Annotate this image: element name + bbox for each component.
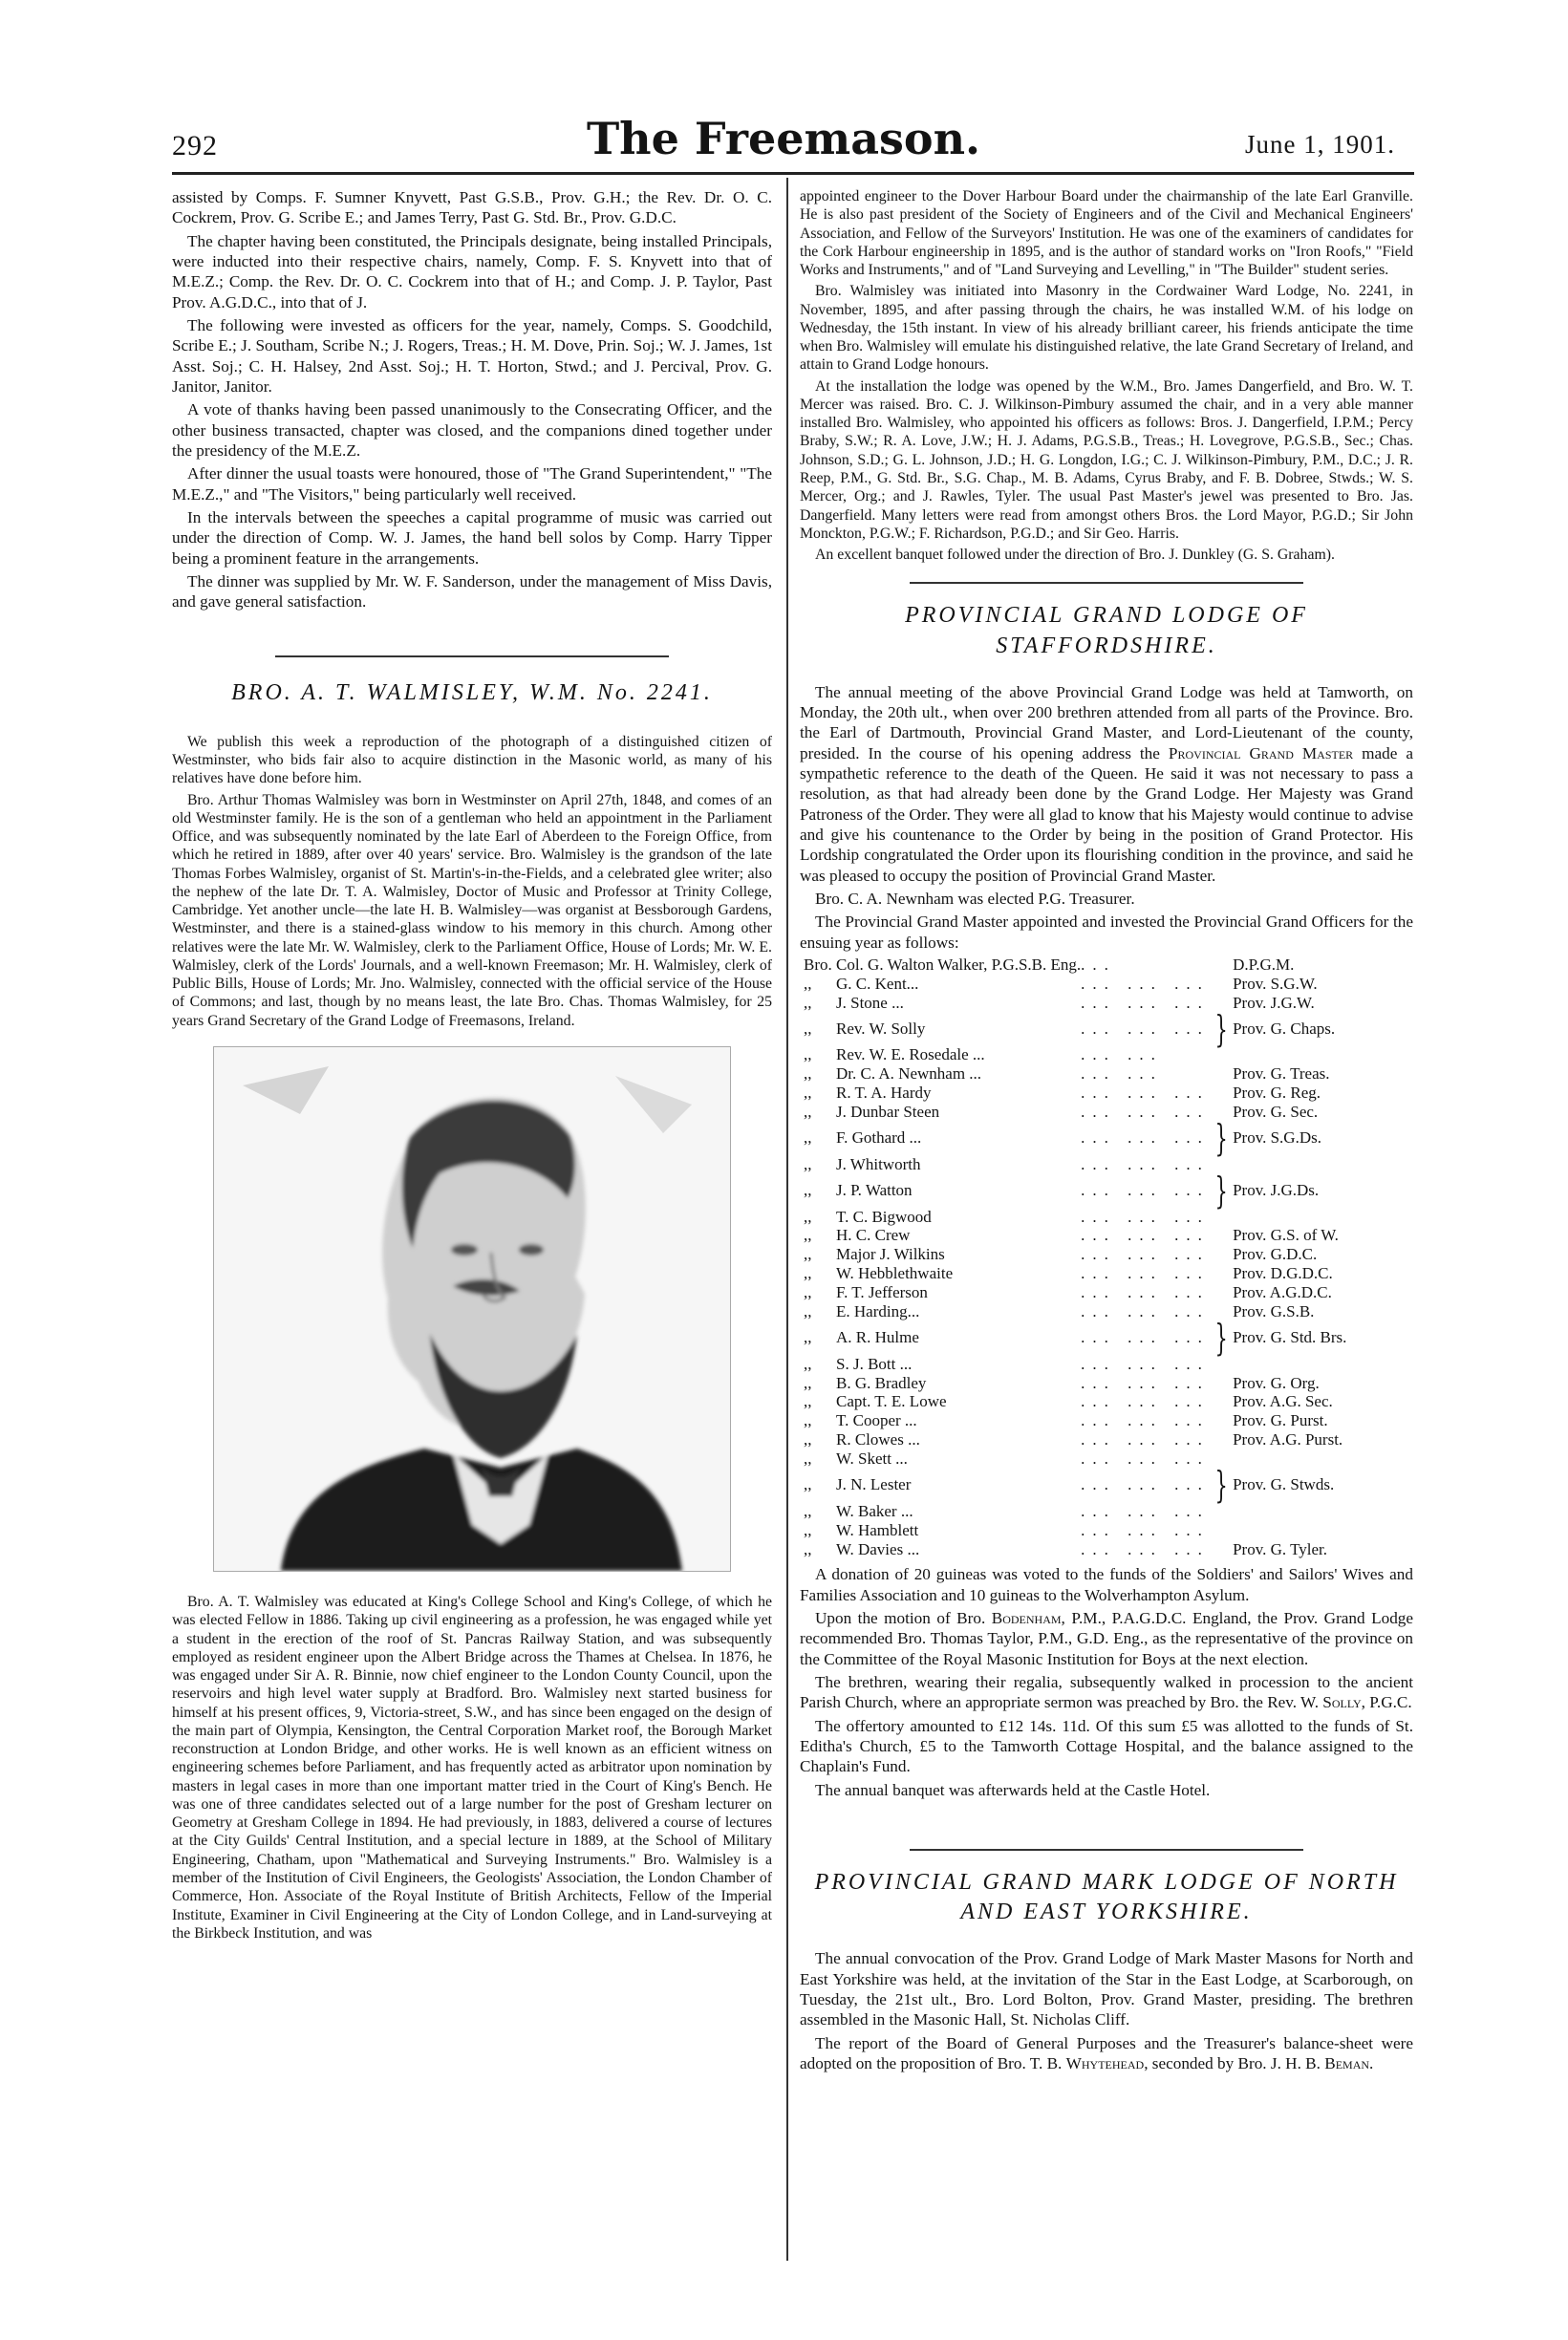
officer-prefix: ,, — [804, 1045, 812, 1064]
officer-row — [804, 1064, 1381, 1084]
bio-continued-paragraph: An excellent banquet followed under the direction of Bro. J. Dunkley (G. S. Graham). — [815, 547, 1335, 564]
officer-prefix: ,, — [804, 974, 812, 993]
header-rule — [172, 172, 1414, 175]
officer-name: B. G. Bradley — [836, 1373, 927, 1392]
officer-office: Prov. S.G.Ds. — [1233, 1128, 1321, 1148]
brace-glyph — [1210, 1245, 1233, 1264]
leader-dots: ... ... ... — [1081, 1411, 1210, 1430]
officer-office: Prov. G.S. of W. — [1233, 1226, 1339, 1245]
bio-paragraph: We publish this week a reproduction of the photograph of a distinguished citizen of Westminster, who bids fair also to acquire distinction in the Masonic world, as many of his relatives have done before him. — [172, 733, 772, 787]
officer-row — [804, 1540, 1381, 1559]
officer-office — [1233, 1355, 1381, 1374]
leader-dots: ... ... — [1081, 1064, 1163, 1084]
officer-row — [804, 1245, 1381, 1264]
officer-name: T. Cooper ... — [836, 1411, 917, 1430]
brace-glyph: } — [1214, 1463, 1228, 1506]
brace-glyph: } — [1214, 1007, 1228, 1050]
officer-row — [804, 1013, 1381, 1046]
officer-name: J. Whitworth — [836, 1154, 921, 1173]
officer-name: F. Gothard ... — [836, 1128, 922, 1148]
officer-row — [804, 1449, 1381, 1469]
officer-office: Prov. J.G.Ds. — [1233, 1181, 1320, 1200]
officer-name: R. Clowes ... — [836, 1430, 920, 1449]
officer-name: W. Hamblett — [836, 1520, 919, 1539]
officer-office: Prov. G. Purst. — [1233, 1411, 1328, 1430]
brace-glyph — [1210, 1264, 1233, 1283]
officer-name: E. Harding... — [836, 1301, 920, 1320]
officer-prefix: ,, — [804, 1226, 812, 1245]
mark-lodge-paragraph: The report of the Board of General Purposes and the Treasurer's balance-sheet were adopted on the proposition of Bro. T. B. Whytehead, seconded by Bro. J. H. B. Beman. — [800, 2033, 1413, 2073]
staffordshire-paragraph: A donation of 20 guineas was voted to the funds of the Soldiers' and Sailors' Wives and Families Association and 10 guineas to the Wolverhampton Asylum. — [800, 1565, 1413, 1604]
officer-prefix: ,, — [804, 993, 812, 1012]
officer-office — [1233, 1155, 1381, 1174]
bio-continued-paragraph: At the installation the lodge was opened by the W.M., Bro. James Dangerfield, and Bro. W. T. Mercer was raised. Bro. C. J. Wilkinson-Pimbury assumed the chair, and in a very able manner installed Bro. Walmisley, who appointed his officers as follows: Bros. J. Dangerfield, I.P.M.; Percy Braby, S.W.; R. A. Love, J.W.; H. J. Adams, P.G.S.B., Treas.; H. Lovegrove, P.G.S.B., Sec.; Chas. Johnson, S.D.; G. L. Johnson, J.D.; H. G. Longdon, I.G.; C. J. Wilkinson-Pimbury, P.M., D.C.; J. R. Reep, P.M., G. Std. Br., S.G. Chap., M. B. Adams, Cyrus Braby, and F. B. Dobree, Stwds.; W. S. Mercer, Org.; and J. Rawles, Tyler. The usual Past Master's jewel was presented to Bro. Jas. Dangerfield. Many letters were read from amongst others Bros. the Lord Mayor, P.G.D.; Sir John Monckton, P.G.W.; F. Richardson, P.G.D.; and Sir Geo. Harris. — [800, 377, 1413, 542]
officer-row — [804, 975, 1381, 994]
officer-office: Prov. G. Reg. — [1233, 1084, 1321, 1103]
officer-office: Prov. A.G. Purst. — [1233, 1430, 1343, 1449]
officer-row — [804, 1084, 1381, 1103]
staffordshire-paragraph: The brethren, wearing their regalia, subsequently walked in procession to the ancient Parish Church, where an appropriate sermon was preached by Bro. the Rev. W. Solly, P.G.C. — [800, 1673, 1413, 1712]
staffordshire-paragraph: The annual banquet was afterwards held at the Castle Hotel. — [815, 1780, 1211, 1799]
article-heading-staffordshire: PROVINCIAL GRAND LODGE OF STAFFORDSHIRE. — [905, 603, 1308, 658]
portrait-photograph — [213, 1046, 731, 1572]
officer-office: Prov. G. Treas. — [1233, 1064, 1330, 1084]
leader-dots: ... ... ... — [1081, 993, 1210, 1012]
brace-glyph — [1210, 1411, 1233, 1430]
officer-row — [804, 1392, 1381, 1411]
officer-row — [804, 1411, 1381, 1430]
officers-table — [804, 955, 1381, 1559]
officer-prefix: ,, — [804, 1328, 812, 1347]
brace-glyph — [1210, 1084, 1233, 1103]
officer-office: Prov. G.S.B. — [1233, 1301, 1315, 1320]
leader-dots: ... ... ... — [1081, 1392, 1210, 1411]
officer-name: A. R. Hulme — [836, 1328, 919, 1347]
officer-row — [804, 955, 1381, 975]
column-divider — [786, 178, 788, 2261]
bio-paragraph: Bro. Arthur Thomas Walmisley was born in Westminster on April 27th, 1848, and comes of an old Westminster family. He is the son of a gentleman who held an appointment in the Parliament Office, and was subsequently nominated by the late Earl of Aberdeen to the Foreign Office, from which he retired in 1889, after over 40 years' service. Bro. Walmisley is the grandson of the late Thomas Forbes Walmisley, organist of St. Martin's-in-the-Fields, and a celebrated glee writer; also the nephew of the late Dr. T. A. Walmisley, Doctor of Music and Professor at Trinity College, Cambridge. Yet another uncle—the late H. B. Walmisley—was organist at Bessborough Gardens, Westminster, and there is a stained-glass window to his memory in this church. Among other relatives were the late Mr. W. Walmisley, clerk to the Parliament Office, House of Lords; Mr. W. E. Walmisley, clerk of the Lords' Journals, and a well-known Freemason; Mr. H. Walmisley, clerk of Public Bills, House of Lords; Mr. Jno. Walmisley, connected with the official service of the House of Commons; and last, though by no means least, the late Bro. Chas. Thomas Walmisley, for 25 years Grand Secretary of the Grand Lodge of Freemasons, Ireland. — [172, 791, 772, 1029]
brace-glyph — [1210, 1374, 1233, 1393]
leader-dots: ... ... ... — [1081, 1539, 1210, 1558]
officer-office: Prov. D.G.D.C. — [1233, 1264, 1333, 1283]
officer-office: Prov. S.G.W. — [1233, 974, 1318, 993]
brace-glyph — [1210, 1392, 1233, 1411]
officer-row — [804, 1430, 1381, 1449]
officer-prefix: ,, — [804, 1283, 812, 1302]
left-column — [172, 187, 772, 1945]
officer-prefix: ,, — [804, 1520, 812, 1539]
chapter-paragraph: The chapter having been constituted, the Principals designate, being installed Principals, were inducted into their respective chairs, namely, Comp. F. S. Knyvett into that of M.E.Z.; Comp. the Rev. Dr. O. C. Cockrem into that of H.; and Comp. J. P. Taylor, Past Prov. A.G.D.C., into that of J. — [172, 231, 772, 311]
brace-glyph: } — [1214, 1169, 1228, 1212]
bio-paragraph: Bro. A. T. Walmisley was educated at King's College School and King's College, of which he was elected Fellow in 1886. Taking up civil engineering as a profession, he was engaged while yet a student in the erection of the roof of St. Pancras Railway Station, and was subsequently employed as resident engineer upon the Albert Bridge across the Thames at Chelsea. In 1876, he was engaged under Sir A. R. Binnie, now chief engineer to the London County Council, upon the reservoirs and high level water supply at Bradford. Bro. Walmisley next started business for himself at his present offices, 9, Victoria-street, S.W., and has since been engaged on the design of the main part of Olympia, Kensington, the Central Corporation Market roof, the Borough Market reconstruction at London Bridge, and other works. He is well known as an efficient witness on engineering schemes before Parliament, and has frequently acted as arbitrator upon nomination by masters in legal cases in more than one important matter tried in the Court of King's Bench. He was one of three candidates selected out of a large number for the post of Gresham lecturer on Geometry at Gresham College in 1894. He had previously, in 1883, delivered a course of lectures at the City Guilds' Central Institution, and a special lecture in 1889, at the School of Military Engineering, Chatham, upon "Mathematical and Surveying Instruments." Bro. Walmisley is a member of the Institution of Civil Engineers, the Geologists' Association, the London Chamber of Commerce, Hon. Associate of the Royal Institute of British Architects, Fellow of the Imperial Institute, Examiner in Civil Engineering at the City of London College, and in Land-surveying at the Birkbeck Institution, and was — [172, 1594, 772, 1942]
officer-office — [1233, 1208, 1381, 1227]
brace-glyph — [1210, 975, 1233, 994]
officer-name: R. T. A. Hardy — [836, 1084, 932, 1103]
officer-office: D.P.G.M. — [1233, 955, 1295, 974]
officer-name: W. Hebblethwaite — [836, 1264, 954, 1283]
brace-glyph — [1210, 1430, 1233, 1449]
right-column — [800, 187, 1413, 2076]
officer-row — [804, 1174, 1381, 1208]
brace-glyph: } — [1214, 1316, 1228, 1359]
officer-name: W. Davies ... — [836, 1539, 920, 1558]
article-heading-walmisley: BRO. A. T. WALMISLEY, W.M. No. 2241. — [231, 679, 713, 705]
officer-prefix: ,, — [804, 1084, 812, 1103]
leader-dots: ... ... ... — [1081, 1354, 1210, 1373]
officer-prefix: ,, — [804, 1392, 812, 1411]
officer-prefix: ,, — [804, 1245, 812, 1264]
officer-name: J. Stone ... — [836, 993, 904, 1012]
mark-lodge-paragraph: The annual convocation of the Prov. Grand Lodge of Mark Master Masons for North and East Yorkshire was held, at the invitation of the Star in the East Lodge, at Scarborough, on Tuesday, the 21st ult., Bro. Lord Bolton, Prov. Grand Master, presiding. The brethren assembled in the Masonic Hall, St. Nicholas Cliff. — [800, 1949, 1413, 2029]
bio-continued-paragraph: Bro. Walmisley was initiated into Masonry in the Cordwainer Ward Lodge, No. 2241, in November, 1895, and after passing through the chairs, he was installed W.M. of his lodge on Wednesday, the 15th instant. In view of his already brilliant career, his friends anticipate the time when Bro. Walmisley will emulate his distinguished relative, the late Grand Secretary of Ireland, and attain to Grand Lodge honours. — [800, 283, 1413, 374]
officer-name: S. J. Bott ... — [836, 1354, 913, 1373]
officer-prefix: ,, — [804, 1128, 812, 1148]
officer-office — [1233, 1502, 1381, 1521]
leader-dots: ... ... ... — [1081, 1245, 1210, 1264]
leader-dots: ... ... ... — [1081, 1226, 1210, 1245]
officer-prefix: ,, — [804, 1103, 812, 1122]
leader-dots: ... ... ... — [1081, 1283, 1210, 1302]
leader-dots: ... ... ... — [1081, 1520, 1210, 1539]
brace-glyph — [1210, 1540, 1233, 1559]
chapter-paragraph: The following were invested as officers for the year, namely, Comps. S. Goodchild, Scribe E.; J. Southam, Scribe N.; J. Rogers, Treas.; H. M. Dove, Prin. Soj.; W. J. James, 1st Asst. Soj.; C. H. Halsey, 2nd Asst. Soj.; H. T. Horton, Stwd.; and J. Percival, Prov. G. Janitor, Janitor. — [172, 315, 772, 396]
leader-dots: ... ... ... — [1081, 1373, 1210, 1392]
officer-name: Rev. W. Solly — [836, 1020, 926, 1039]
brace-glyph — [1210, 1521, 1233, 1540]
officer-row — [804, 994, 1381, 1013]
officer-prefix: Bro. — [804, 955, 832, 974]
leader-dots: ... ... ... — [1081, 974, 1210, 993]
officer-prefix: ,, — [804, 1301, 812, 1320]
issue-date: June 1, 1901. — [1245, 130, 1395, 159]
leader-dots: ... ... ... — [1081, 1128, 1210, 1148]
brace-glyph — [1210, 1226, 1233, 1245]
officer-prefix: ,, — [804, 1064, 812, 1084]
officer-office: Prov. A.G.D.C. — [1233, 1283, 1332, 1302]
officer-name: H. C. Crew — [836, 1226, 911, 1245]
officer-prefix: ,, — [804, 1354, 812, 1373]
officer-prefix: ,, — [804, 1430, 812, 1449]
leader-dots: ... ... ... — [1081, 1207, 1210, 1226]
staffordshire-paragraph: Upon the motion of Bro. Bodenham, P.M., P.A.G.D.C. England, the Prov. Grand Lodge recommended Bro. Thomas Taylor, P.M., G.D. Eng., as the representative of the province on the Committee of the Royal Masonic Institution for Boys at the next election. — [800, 1609, 1414, 1668]
officer-prefix: ,, — [804, 1020, 812, 1039]
officer-office — [1233, 1449, 1381, 1469]
masthead: The Freemason. — [586, 113, 981, 164]
officer-prefix: ,, — [804, 1373, 812, 1392]
officer-office: Prov. G. Chaps. — [1233, 1020, 1336, 1039]
officer-name: Dr. C. A. Newnham ... — [836, 1064, 982, 1084]
leader-dots: ... ... ... — [1081, 1103, 1210, 1122]
officer-prefix: ,, — [804, 1207, 812, 1226]
officer-office: Prov. G. Std. Brs. — [1233, 1328, 1347, 1347]
page-number: 292 — [172, 130, 218, 161]
officer-prefix: ,, — [804, 1411, 812, 1430]
staffordshire-paragraph: The offertory amounted to £12 14s. 11d. Of this sum £5 was allotted to the funds of St. Editha's Church, £5 to the Tamworth Cottage Hospital, and the balance assigned to the Chaplain's Fund. — [800, 1716, 1413, 1776]
article-heading-mark-lodge: PROVINCIAL GRAND MARK LODGE OF NORTH — [814, 1870, 1399, 1896]
officer-office: Prov. G. Stwds. — [1233, 1475, 1335, 1494]
officer-row — [804, 1226, 1381, 1245]
officer-row — [804, 1103, 1381, 1122]
leader-dots: ... ... — [1081, 1045, 1163, 1064]
leader-dots: ... ... ... — [1081, 1501, 1210, 1520]
portrait-image — [214, 1047, 730, 1571]
leader-dots: ... ... ... — [1081, 1430, 1210, 1449]
staffordshire-paragraph: The Provincial Grand Master appointed and invested the Provincial Grand Officers for the ensuing year as follows: — [800, 912, 1413, 952]
staffordshire-paragraph: The annual meeting of the above Provincial Grand Lodge was held at Tamworth, on Monday, the 20th ult., when over 200 brethren attended from all parts of the Province. Bro. the Earl of Dartmouth, Provincial Grand Master, and Lord-Lieutenant of the county, presided. In the course of his opening address the Provincial Grand Master made a sympathetic reference to the death of the Queen. He said it was not necessary to pass a resolution, as that had already been done by the Grand Lodge. Her Majesty was Grand Patroness of the Order. They were all glad to know that his Majesty would continue to advise and give his countenance to the Order by being in the position of Grand Protector. His Lordship congratulated the Order upon its flourishing condition in the province, and said he was pleased to occupy the position of Provincial Grand Master. — [800, 682, 1413, 885]
officer-name: W. Skett ... — [836, 1449, 908, 1469]
leader-dots: ... — [1081, 955, 1116, 974]
officer-row — [804, 1122, 1381, 1155]
officer-prefix: ,, — [804, 1449, 812, 1469]
officer-office — [1233, 1521, 1381, 1540]
page-header — [143, 113, 1424, 170]
officer-prefix: ,, — [804, 1154, 812, 1173]
officer-row — [804, 1502, 1381, 1521]
officer-row — [804, 1155, 1381, 1174]
officer-office: Prov. G. Org. — [1233, 1373, 1320, 1392]
officer-name: Col. G. Walton Walker, P.G.S.B. Eng. — [836, 955, 1082, 974]
leader-dots: ... ... ... — [1081, 1084, 1210, 1103]
officer-prefix: ,, — [804, 1475, 812, 1494]
article-heading-mark-lodge-line2: AND EAST YORKSHIRE. — [960, 1900, 1253, 1925]
chapter-paragraph: The dinner was supplied by Mr. W. F. Sanderson, under the management of Miss Davis, and gave general satisfaction. — [172, 571, 772, 612]
officer-name: F. T. Jefferson — [836, 1283, 928, 1302]
officer-row — [804, 1374, 1381, 1393]
officer-prefix: ,, — [804, 1264, 812, 1283]
officer-row — [804, 1302, 1381, 1321]
brace-glyph — [1210, 1283, 1233, 1302]
officer-name: Major J. Wilkins — [836, 1245, 945, 1264]
officer-row — [804, 1469, 1381, 1502]
officer-name: G. C. Kent... — [836, 974, 919, 993]
chapter-paragraph: A vote of thanks having been passed unanimously to the Consecrating Officer, and the other business transacted, chapter was closed, and the companions dined together under the presidency of the M.E.Z. — [172, 400, 772, 460]
bio-continued-paragraph: appointed engineer to the Dover Harbour Board under the chairmanship of the late Earl Granville. He is also past president of the Society of Engineers and of the Civil and Mechanical Engineers' Association, and Fellow of the Surveyors' Institution. He was one of the examiners of candidates for the Cork Harbour engineership in 1895, and is the author of standard works on "Iron Roofs," "Field Works and Instruments," and of "Land Surveying and Levelling," in "The Builder" student series. — [800, 188, 1413, 279]
leader-dots: ... ... ... — [1081, 1328, 1210, 1347]
officer-prefix: ,, — [804, 1539, 812, 1558]
officer-name: T. C. Bigwood — [836, 1207, 932, 1226]
officer-row — [804, 1521, 1381, 1540]
officer-name: J. N. Lester — [836, 1475, 912, 1494]
leader-dots: ... ... ... — [1081, 1264, 1210, 1283]
officer-name: Rev. W. E. Rosedale ... — [836, 1045, 985, 1064]
officer-row — [804, 1208, 1381, 1227]
officer-row — [804, 1321, 1381, 1355]
leader-dots: ... ... ... — [1081, 1181, 1210, 1200]
leader-dots: ... ... ... — [1081, 1475, 1210, 1494]
brace-glyph — [1210, 955, 1233, 975]
staffordshire-paragraph: Bro. C. A. Newnham was elected P.G. Treasurer. — [815, 889, 1135, 908]
leader-dots: ... ... ... — [1081, 1154, 1210, 1173]
officer-row — [804, 1045, 1381, 1064]
officer-row — [804, 1355, 1381, 1374]
chapter-paragraph: In the intervals between the speeches a capital programme of music was carried out under the direction of Comp. W. J. James, the hand bell solos by Comp. Harry Tipper being a prominent feature in the arrangements. — [172, 507, 772, 568]
leader-dots: ... ... ... — [1081, 1449, 1210, 1469]
chapter-paragraph: assisted by Comps. F. Sumner Knyvett, Past G.S.B., Prov. G.H.; the Rev. Dr. O. C. Cockrem, Prov. G. Scribe E.; and James Terry, Past G. Std. Br., Prov. G.D.C. — [172, 188, 772, 227]
officer-prefix: ,, — [804, 1181, 812, 1200]
officer-office: Prov. J.G.W. — [1233, 993, 1315, 1012]
officer-name: W. Baker ... — [836, 1501, 913, 1520]
officer-row — [804, 1264, 1381, 1283]
leader-dots: ... ... ... — [1081, 1020, 1210, 1039]
officer-prefix: ,, — [804, 1501, 812, 1520]
officer-office — [1233, 1045, 1381, 1064]
officer-name: Capt. T. E. Lowe — [836, 1392, 947, 1411]
officer-office: Prov. G. Tyler. — [1233, 1539, 1328, 1558]
brace-glyph — [1210, 1064, 1233, 1084]
brace-glyph: } — [1214, 1116, 1228, 1159]
officer-office: Prov. A.G. Sec. — [1233, 1392, 1333, 1411]
leader-dots: ... ... ... — [1081, 1301, 1210, 1320]
officer-row — [804, 1283, 1381, 1302]
officer-office: Prov. G.D.C. — [1233, 1245, 1318, 1264]
officer-name: J. Dunbar Steen — [836, 1103, 940, 1122]
chapter-paragraph: After dinner the usual toasts were honoured, those of "The Grand Superintendent," "The M.E.Z.," and "The Visitors," being particularly well received. — [172, 464, 772, 504]
officer-office: Prov. G. Sec. — [1233, 1103, 1319, 1122]
officer-name: J. P. Watton — [836, 1181, 913, 1200]
